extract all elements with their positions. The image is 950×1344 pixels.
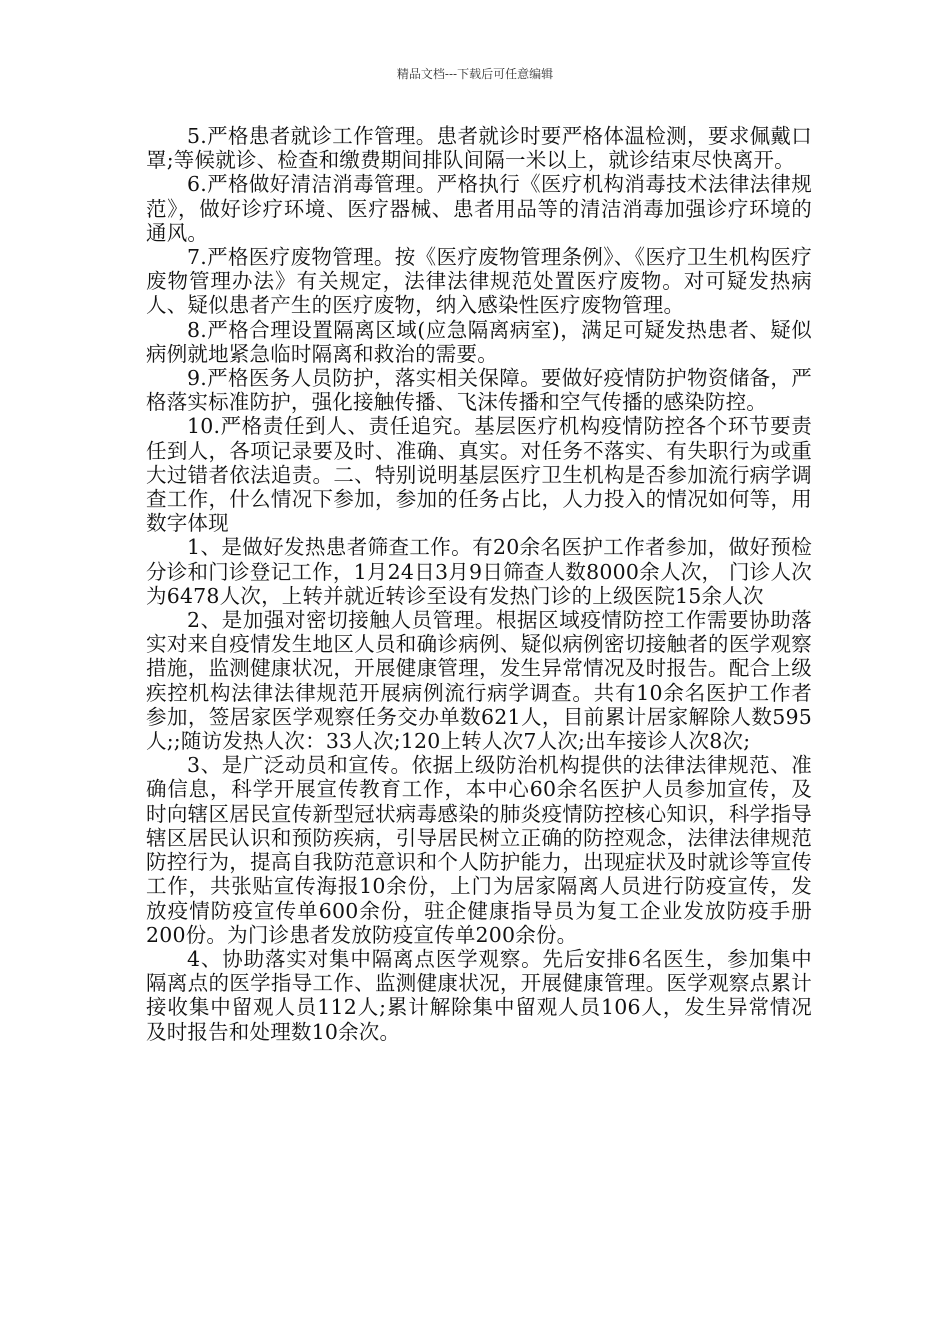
paragraph-item-9: 9.严格医务人员防护，落实相关保障。要做好疫情防护物资储备，严格落实标准防护，强化接触传播、飞沫传播和空气传播的感染防控。 [146, 366, 812, 415]
paragraph-quarantine-observation: 4、协助落实对集中隔离点医学观察。先后安排6名医生，参加集中隔离点的医学指导工作、监测健康状况，开展健康管理。医学观察点累计接收集中留观人员112人;累计解除集中留观人员106人，发生异常情况及时报告和处理数10余次。 [146, 946, 812, 1044]
document-body [146, 124, 812, 1044]
paragraph-item-8: 8.严格合理设置隔离区域(应急隔离病室)，满足可疑发热患者、疑似病例就地紧急临时隔离和救治的需要。 [146, 317, 812, 366]
paragraph-publicity: 3、是广泛动员和宣传。依据上级防治机构提供的法律法律规范、准确信息，科学开展宣传教育工作，本中心60余名医护人员参加宣传，及时向辖区居民宣传新型冠状病毒感染的肺炎疫情防控核心知识，科学指导辖区居民认识和预防疾病，引导居民树立正确的防控观念，法律法律规范防控行为，提高自我防范意识和个人防护能力，出现症状及时就诊等宣传工作，共张贴宣传海报10余份，上门为居家隔离人员进行防疫宣传，发放疫情防疫宣传单600余份，驻企健康指导员为复工企业发放防疫手册200份。为门诊患者发放防疫宣传单200余份。 [146, 753, 812, 947]
paragraph-item-7: 7.严格医疗废物管理。按《医疗废物管理条例》、《医疗卫生机构医疗废物管理办法》有关规定，法律法律规范处置医疗废物。对可疑发热病人、疑似患者产生的医疗废物，纳入感染性医疗废物管理。 [146, 245, 812, 318]
page-header: 精品文档---下载后可任意编辑 [396, 67, 554, 81]
paragraph-item-10: 10.严格责任到人、责任追究。基层医疗机构疫情防控各个环节要责任到人，各项记录要及时、准确、真实。对任务不落实、有失职行为或重大过错者依法追责。二、特别说明基层医疗卫生机构是否参加流行病学调查工作，什么情况下参加，参加的任务占比，人力投入的情况如何等，用数字体现 [146, 414, 812, 536]
paragraph-close-contacts: 2、是加强对密切接触人员管理。根据区域疫情防控工作需要协助落实对来自疫情发生地区人员和确诊病例、疑似病例密切接触者的医学观察措施，监测健康状况，开展健康管理，发生异常情况及时报告。配合上级疾控机构法律法律规范开展病例流行病学调查。共有10余名医护工作者参加，签居家医学观察任务交办单数621人，目前累计居家解除人数595人;;随访发热人次：33人次;120上转人次7人次;出车接诊人次8次; [146, 608, 812, 754]
paragraph-item-6: 6.严格做好清洁消毒管理。严格执行《医疗机构消毒技术法律法律规范》，做好诊疗环境、医疗器械、患者用品等的清洁消毒加强诊疗环境的通风。 [146, 172, 812, 245]
paragraph-screening: 1、是做好发热患者筛查工作。有20余名医护工作者参加，做好预检分诊和门诊登记工作，1月24日3月9日筛查人数8000余人次， 门诊人次为6478人次，上转并就近转诊至设有发热门诊的上级医院15余人次 [146, 535, 812, 608]
paragraph-item-5: 5.严格患者就诊工作管理。患者就诊时要严格体温检测，要求佩戴口罩;等候就诊、检查和缴费期间排队间隔一米以上，就诊结束尽快离开。 [146, 124, 812, 173]
